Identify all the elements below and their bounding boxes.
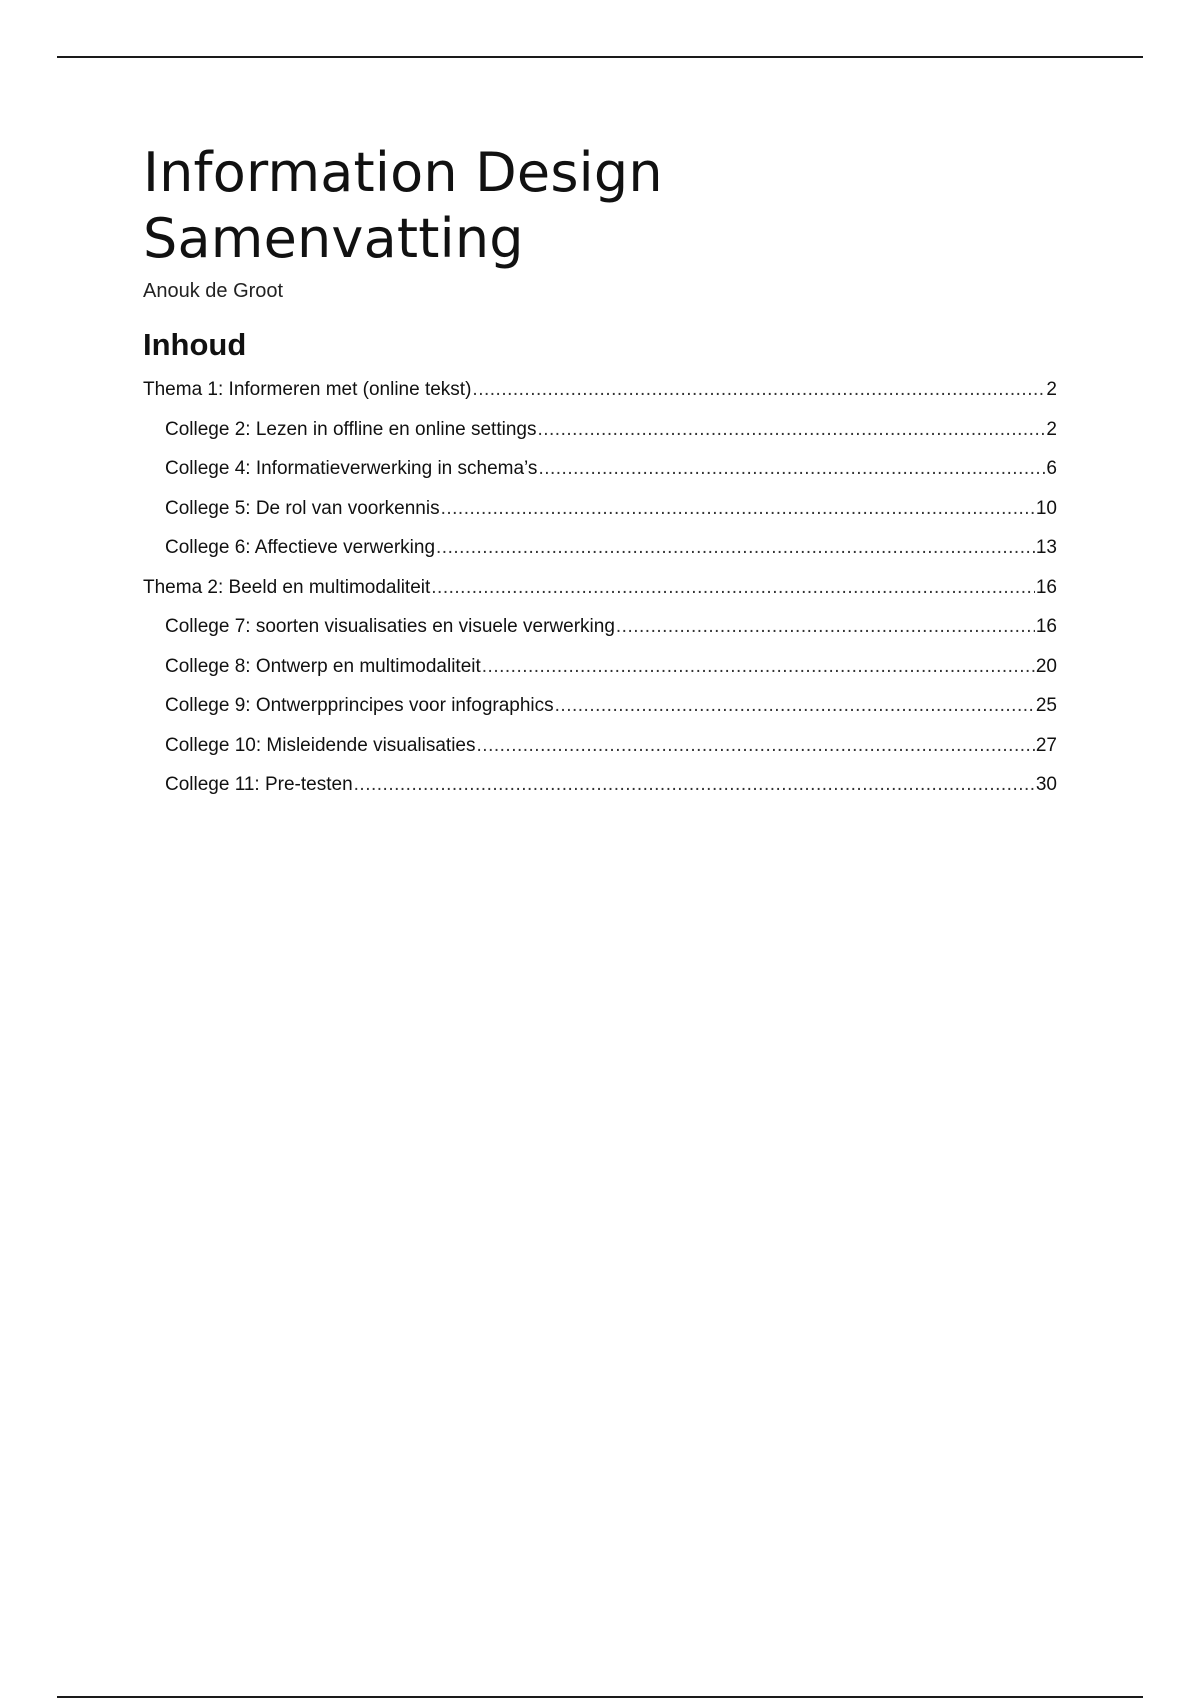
toc-entry-page: 13 (1035, 537, 1057, 558)
toc-entry-college-10[interactable] (143, 734, 1057, 774)
toc-entry-page: 16 (1035, 616, 1057, 637)
toc-entry-label: Thema 1: Informeren met (online tekst) (143, 379, 472, 400)
toc-leader-dots (354, 773, 1035, 797)
toc-entry-college-4[interactable] (143, 457, 1057, 497)
toc-entry-label: College 8: Ontwerp en multimodaliteit (165, 655, 481, 677)
toc-entry-college-11[interactable] (143, 773, 1057, 813)
toc-entry-college-7[interactable] (143, 615, 1057, 655)
toc-entry-page: 6 (1046, 458, 1057, 479)
toc-entry-label: College 6: Affectieve verwerking (165, 537, 436, 558)
toc-entry-label: College 2: Lezen in offline en online settings (165, 418, 537, 440)
document-page (143, 140, 1057, 813)
toc-leader-dots (555, 694, 1035, 718)
toc-entry-label: College 9: Ontwerpprincipes voor infographics (165, 695, 554, 716)
title-line-2: Samenvatting (143, 207, 524, 270)
toc-entry-page: 2 (1046, 418, 1057, 440)
toc-entry-college-5[interactable] (143, 497, 1057, 537)
toc-entry-page: 2 (1046, 379, 1057, 400)
toc-entry-label: College 11: Pre-testen (165, 774, 353, 795)
toc-entry-page: 27 (1035, 734, 1057, 756)
toc-leader-dots (436, 536, 1035, 560)
toc-entry-page: 25 (1035, 695, 1057, 716)
toc-entry-label: College 7: soorten visualisaties en visuele verwerking (165, 616, 615, 637)
toc-entry-college-9[interactable] (143, 694, 1057, 734)
toc-leader-dots (431, 576, 1035, 600)
toc-entry-label: Thema 2: Beeld en multimodaliteit (143, 576, 431, 598)
toc-entry-page: 10 (1035, 497, 1057, 519)
toc-leader-dots (616, 615, 1035, 639)
toc-leader-dots (537, 418, 1045, 442)
toc-entry-college-8[interactable] (143, 655, 1057, 695)
toc-leader-dots (472, 378, 1045, 402)
title-line-1: Information Design (143, 141, 663, 204)
footer-rule (57, 1696, 1143, 1698)
toc-entry-thema-1[interactable] (143, 378, 1057, 418)
toc-entry-label: College 5: De rol van voorkennis (165, 497, 440, 519)
toc-leader-dots (477, 734, 1035, 758)
toc-entry-page: 16 (1035, 576, 1057, 598)
table-of-contents (143, 378, 1057, 813)
toc-entry-label: College 4: Informatieverwerking in schema’s (165, 458, 538, 479)
document-title (143, 140, 1057, 272)
toc-entry-college-6[interactable] (143, 536, 1057, 576)
document-author: Anouk de Groot (143, 280, 284, 302)
toc-leader-dots (441, 497, 1035, 521)
toc-heading: Inhoud (143, 327, 247, 362)
toc-leader-dots (482, 655, 1035, 679)
toc-entry-page: 30 (1035, 774, 1057, 795)
header-rule (57, 56, 1143, 58)
toc-leader-dots (538, 457, 1045, 481)
toc-entry-college-2[interactable] (143, 418, 1057, 458)
toc-entry-label: College 10: Misleidende visualisaties (165, 734, 476, 756)
toc-entry-page: 20 (1035, 655, 1057, 677)
toc-entry-thema-2[interactable] (143, 576, 1057, 616)
